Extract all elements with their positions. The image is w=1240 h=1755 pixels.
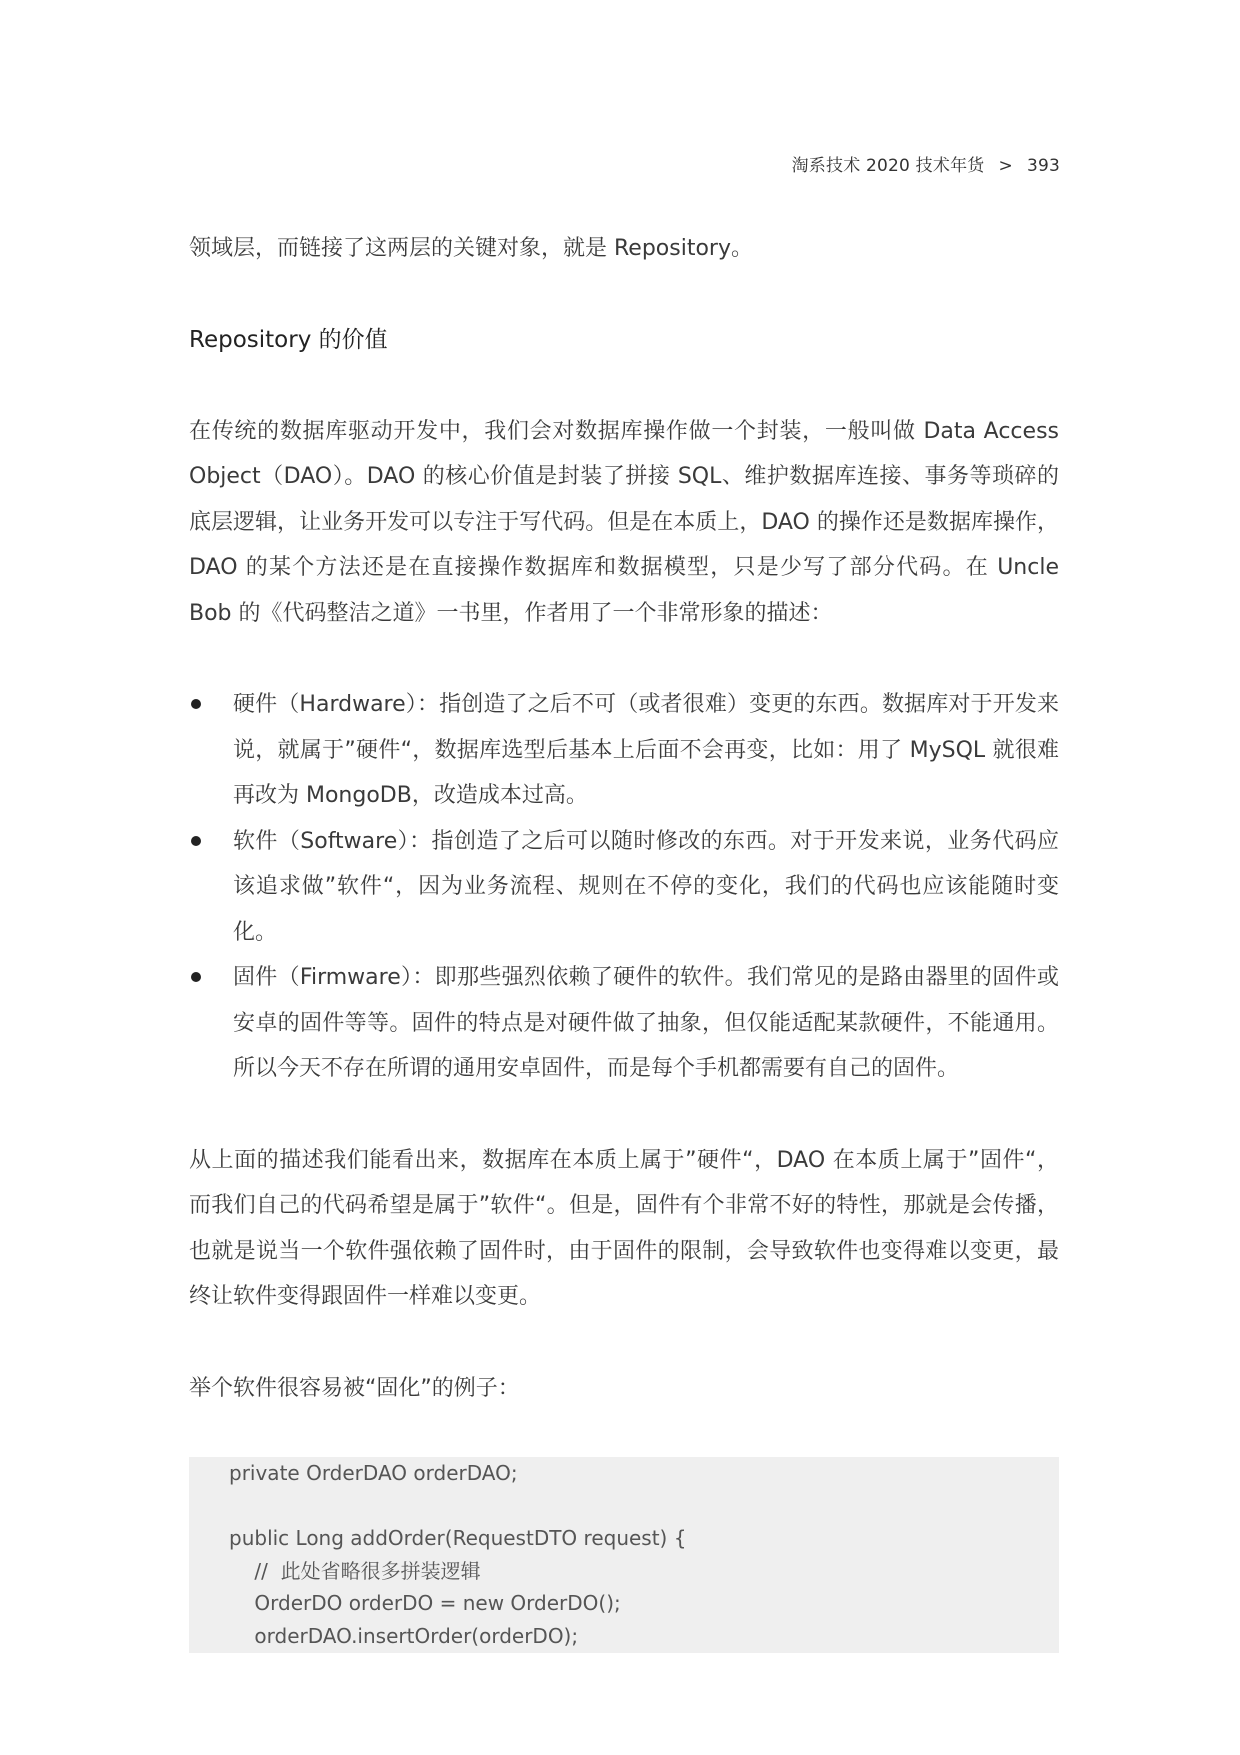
bullet-dot-icon — [191, 972, 201, 982]
bullet-dot-icon — [191, 699, 201, 709]
code-line: private OrderDAO orderDAO; — [229, 1461, 518, 1485]
bullet-list — [189, 682, 1059, 1092]
code-line: public Long addOrder(RequestDTO request) { — [229, 1526, 687, 1550]
code-block — [189, 1457, 1059, 1653]
page-header — [792, 151, 1060, 176]
list-item-hardware — [189, 682, 1059, 819]
book-title: 淘系技术 2020 技术年货 — [791, 156, 985, 176]
page-number: 393 — [1026, 156, 1060, 176]
header-separator: > — [998, 156, 1013, 176]
code-line: // 此处省略很多拼装逻辑 — [229, 1558, 481, 1583]
page-content — [189, 226, 1059, 1653]
code-line: OrderDO orderDO = new OrderDO(); — [229, 1591, 621, 1615]
intro-line: 领域层，而链接了这两层的关键对象，就是 Repository。 — [189, 236, 753, 261]
list-item-software — [189, 819, 1059, 956]
paragraph-example-intro: 举个软件很容易被“固化”的例子： — [189, 1375, 520, 1401]
list-item-firmware — [189, 955, 1059, 1092]
list-item-text: 软件（Software）：指创造了之后可以随时修改的东西。对于开发来说，业务代码应该追求做”软件“，因为业务流程、规则在不停的变化，我们的代码也应该能随时变化。 — [233, 828, 1059, 945]
list-item-text: 硬件（Hardware）：指创造了之后不可（或者很难）变更的东西。数据库对于开发来说，就属于”硬件“，数据库选型后基本上后面不会再变，比如：用了 MySQL 就很难再改为 MongoDB，改造成本过高。 — [233, 692, 1059, 808]
list-item-text: 固件（Firmware）：即那些强烈依赖了硬件的软件。我们常见的是路由器里的固件或安卓的固件等等。固件的特点是对硬件做了抽象，但仅能适配某款硬件，不能通用。所以今天不存在所谓的通用安卓固件，而是每个手机都需要有自己的固件。 — [233, 965, 1059, 1081]
code-line: orderDAO.insertOrder(orderDO); — [229, 1623, 579, 1648]
section-heading: Repository 的价值 — [189, 326, 388, 353]
bullet-dot-icon — [191, 836, 201, 846]
paragraph-dao-intro: 在传统的数据库驱动开发中，我们会对数据库操作做一个封装，一般叫做 Data Access Object（DAO）。DAO 的核心价值是封装了拼接 SQL、维护数据库连接、事务等琐碎的底层逻辑，让业务开发可以专注于写代码。但是在本质上，DAO 的操作还是数据库操作，DAO 的某个方法还是在直接操作数据库和数据模型，只是少写了部分代码。在 Uncle Bob 的《代码整洁之道》一书里，作者用了一个非常形象的描述： — [189, 418, 1059, 626]
paragraph-firmware-conclusion: 从上面的描述我们能看出来，数据库在本质上属于”硬件“，DAO 在本质上属于”固件“，而我们自己的代码希望是属于”软件“。但是，固件有个非常不好的特性，那就是会传播，也就是说当一个软件强依赖了固件时，由于固件的限制，会导致软件也变得难以变更，最终让软件变得跟固件一样难以变更。 — [189, 1147, 1059, 1309]
code-line — [189, 1490, 1059, 1523]
